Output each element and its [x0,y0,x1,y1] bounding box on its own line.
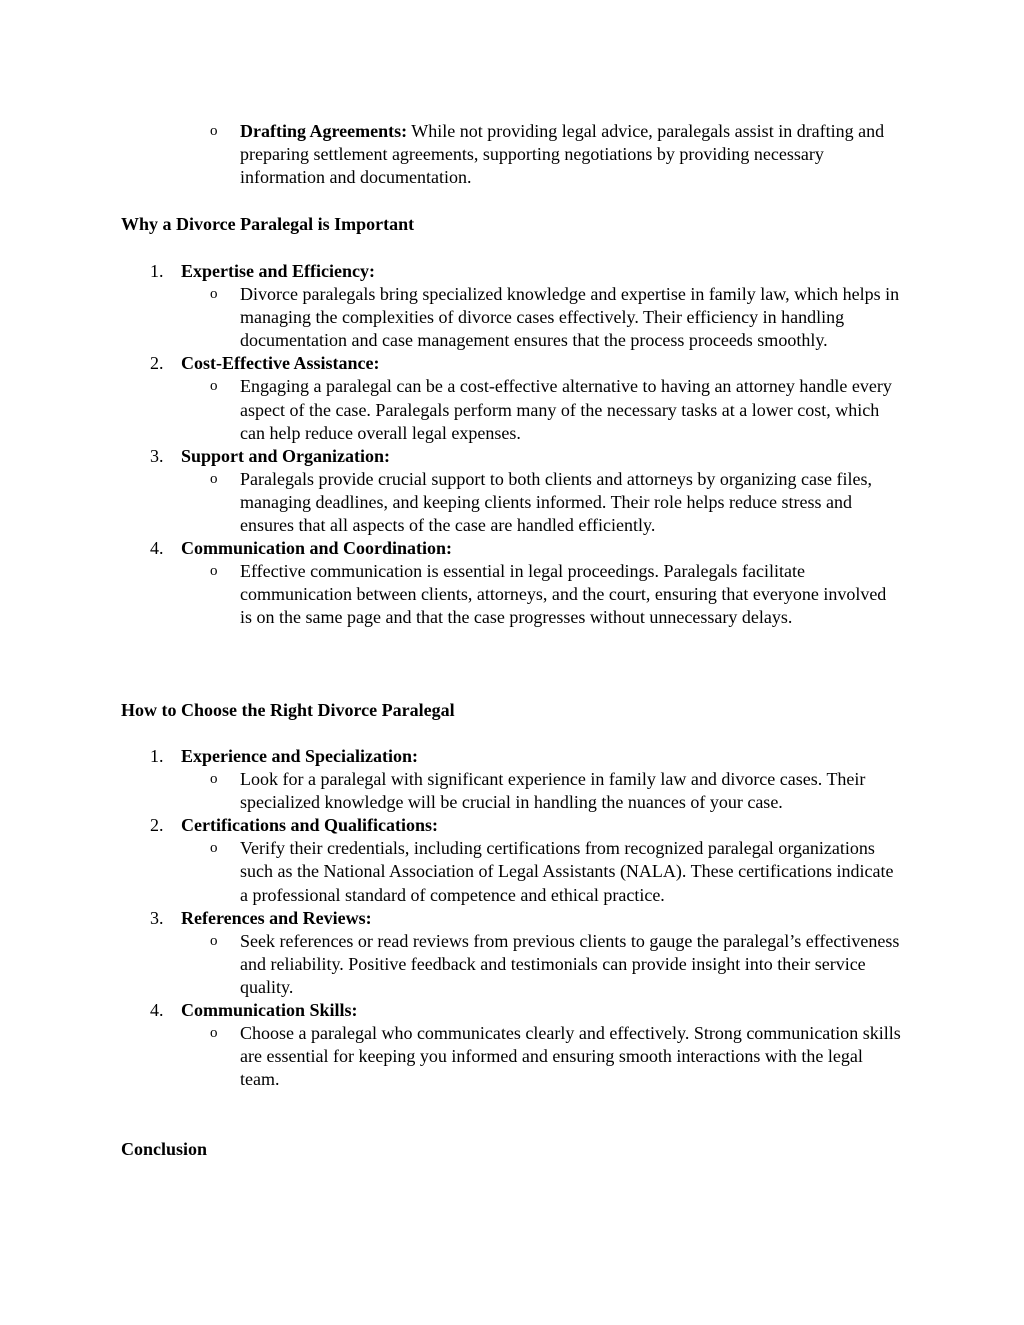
bullet-marker: o [210,1025,218,1042]
bullet-marker: o [210,286,218,303]
list-item-title: Expertise and Efficiency: [181,261,375,281]
section-heading-choose: How to Choose the Right Divorce Paralegal [121,700,455,720]
bullet-text: Seek references or read reviews from previous clients to gauge the paralegal’s effectiveness and reliability. Positive feedback and testimonials can provide insight into their service quality. [240,930,900,997]
list-number: 1. [150,746,164,766]
list-item-bullet [0,1022,902,1091]
list-number: 2. [150,815,164,836]
list-item-title: Support and Organization: [181,445,391,466]
list-item [0,352,1024,444]
bullet-text: Divorce paralegals bring specialized knowledge and expertise in family law, which helps in managing the complexities of divorce cases effectively. Their efficiency in handling documentation and case management ensures that the process proceeds smoothly. [240,284,900,351]
list-item-bullet [0,837,902,906]
list-number: 3. [150,907,164,928]
list-item-title: Experience and Specialization: [181,746,418,766]
list-item-title: Certifications and Qualifications: [181,815,438,836]
bullet-marker: o [210,932,218,949]
bullet-marker: o [210,563,218,580]
list-item [0,260,1024,352]
list-number: 3. [150,445,164,466]
bullet-marker: o [210,470,218,487]
list-number: 2. [150,353,164,374]
bullet-marker: o [210,771,218,788]
bullet-marker: o [210,840,218,857]
list-item-title: Communication Skills: [181,1000,358,1021]
list-item-bullet [0,283,902,352]
bullet-text: Engaging a paralegal can be a cost-effective alternative to having an attorney handle every aspect of the case. Paralegals perform many of the necessary tasks at a lower cost, which can help reduce overall legal expenses. [240,376,892,443]
list-item-title: Cost-Effective Assistance: [181,353,380,374]
list-item-bullet [0,375,902,444]
list-item-bullet [0,930,902,999]
intro-bullet [0,120,902,189]
bullet-text: Effective communication is essential in legal proceedings. Paralegals facilitate communication between clients, attorneys, and the court, ensuring that everyone involved is on the same page and that the case progresses without unnecessary delays. [240,561,887,628]
list-item [0,999,1024,1091]
list-item-title: References and Reviews: [181,907,372,928]
bullet-text: Choose a paralegal who communicates clearly and effectively. Strong communication skills are essential for keeping you informed and ensuring smooth interactions with the legal team. [240,1023,901,1090]
bullet-marker: o [210,378,218,395]
list-item [0,445,1024,537]
section-heading-importance: Why a Divorce Paralegal is Important [121,214,415,234]
list-number: 4. [150,538,164,559]
intro-bullet-title: Drafting Agreements: [240,121,408,141]
list-item [0,745,1024,814]
bullet-text: Paralegals provide crucial support to both clients and attorneys by organizing case files, managing deadlines, and keeping clients informed. Their role helps reduce stress and ensures that all aspects of the case are handled efficiently. [240,468,872,536]
list-item [0,537,1024,629]
list-item-bullet [0,468,902,537]
list-item-bullet [0,560,902,629]
choose-list [0,745,1024,1091]
bullet-marker: o [210,123,218,139]
bullet-text: Verify their credentials, including certifications from recognized paralegal organizations such as the National Association of Legal Assistants (NALA). These certifications indicate a professional standard of competence and ethical practice. [240,838,894,905]
list-item-title: Communication and Coordination: [181,538,453,559]
importance-list [0,260,1024,630]
list-item [0,907,1024,999]
conclusion-heading: Conclusion [121,1139,208,1159]
intro-bullet-text: While not providing legal advice, paralegals assist in drafting and preparing settlement agreements, supporting negotiations by providing necessary information and documentation. [240,121,885,188]
list-item-bullet [0,768,902,814]
list-number: 4. [150,1000,164,1021]
list-number: 1. [150,261,164,281]
bullet-text: Look for a paralegal with significant experience in family law and divorce cases. Their specialized knowledge will be crucial in handling the nuances of your case. [240,769,866,813]
list-item [0,814,1024,906]
